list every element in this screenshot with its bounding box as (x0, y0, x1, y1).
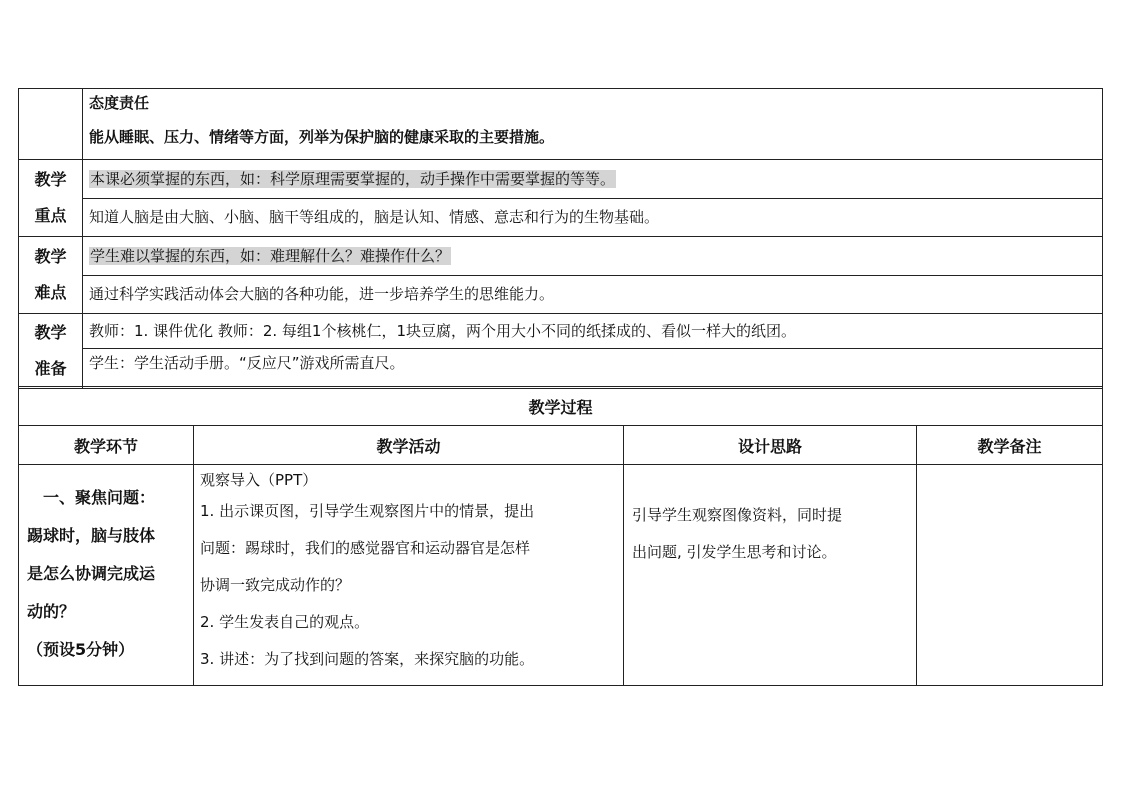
activity-step-2: 2. 学生发表自己的观点。 (200, 613, 370, 631)
preparation-teacher: 教师：1. 课件优化 教师：2. 每组1个核桃仁，1块豆腐，两个用大小不同的纸揉成的、看似一样大的纸团。 (89, 322, 797, 341)
section-question-line-1: 踢球时，脑与肢体 (27, 526, 156, 545)
key-points-label-line-1: 教学 (34, 170, 67, 189)
design-idea-line-2: 出问题, 引发学生思考和讨论。 (632, 543, 837, 561)
header-teaching-activity: 教学活动 (194, 426, 624, 465)
attitude-text: 能从睡眠、压力、情绪等方面，列举为保护脑的健康采取的主要措施。 (89, 128, 555, 146)
attitude-label-cell (19, 89, 83, 160)
lesson-objectives-table (18, 88, 1103, 389)
process-title-row (19, 387, 1103, 426)
teaching-process-table (18, 386, 1103, 686)
activity-cell (194, 465, 624, 686)
design-idea-line-1: 引导学生观察图像资料，同时提 (632, 506, 843, 524)
attitude-heading: 态度责任 (89, 94, 150, 112)
preparation-student-row (19, 349, 1103, 389)
difficulties-content: 通过科学实践活动体会大脑的各种功能，进一步培养学生的思维能力。 (89, 285, 555, 304)
key-points-label (19, 160, 83, 237)
activity-step-1-line-3: 协调一致完成动作的？ (200, 576, 351, 594)
section-title: 一、聚焦问题： (43, 488, 156, 507)
activity-heading: 观察导入（PPT） (200, 471, 318, 489)
key-points-content-row (19, 198, 1103, 237)
difficulties-content-row (19, 275, 1103, 314)
teaching-notes-cell (917, 465, 1103, 686)
key-points-hint: 本课必须掌握的东西，如：科学原理需要掌握的，动手操作中需要掌握的等等。 (90, 169, 616, 188)
attitude-cell (83, 89, 1103, 160)
activity-step-3: 3. 讲述：为了找到问题的答案，来探究脑的功能。 (200, 650, 535, 668)
difficulties-hint: 学生难以掌握的东西，如：难理解什么？难操作什么？ (90, 246, 451, 265)
key-points-label-line-2: 重点 (34, 206, 67, 225)
process-header-row (19, 426, 1103, 465)
preparation-row (19, 314, 1103, 349)
process-content-row (19, 465, 1103, 686)
difficulties-label (19, 237, 83, 314)
activity-step-1-line-2: 问题：踢球时，我们的感觉器官和运动器官是怎样 (200, 539, 531, 557)
difficulties-row (19, 237, 1103, 276)
header-design-idea: 设计思路 (624, 426, 917, 465)
section-duration: （预设5分钟） (27, 640, 135, 659)
difficulties-label-line-1: 教学 (34, 247, 67, 266)
key-points-content-cell (83, 198, 1103, 237)
section-question-line-2: 是怎么协调完成运 (27, 564, 156, 583)
preparation-student: 学生：学生活动手册。“反应尺”游戏所需直尺。 (89, 353, 405, 372)
difficulties-hint-cell (83, 237, 1103, 276)
preparation-student-cell (83, 349, 1103, 389)
header-teaching-notes: 教学备注 (917, 426, 1103, 465)
activity-step-1-line-1: 1. 出示课页图，引导学生观察图片中的情景，提出 (200, 502, 535, 520)
difficulties-label-line-2: 难点 (34, 283, 67, 302)
design-idea-cell (624, 465, 917, 686)
preparation-label (19, 314, 83, 389)
section-question-line-3: 动的？ (27, 602, 76, 621)
preparation-label-line-2: 准备 (34, 359, 67, 378)
key-points-hint-cell (83, 160, 1103, 199)
header-teaching-stage: 教学环节 (19, 426, 194, 465)
preparation-label-line-1: 教学 (34, 323, 67, 342)
section-cell (19, 465, 194, 686)
difficulties-content-cell (83, 275, 1103, 314)
preparation-teacher-cell (83, 314, 1103, 349)
attitude-row (19, 89, 1103, 160)
key-points-row (19, 160, 1103, 199)
process-title: 教学过程 (19, 387, 1103, 426)
key-points-content: 知道人脑是由大脑、小脑、脑干等组成的，脑是认知、情感、意志和行为的生物基础。 (89, 208, 660, 227)
